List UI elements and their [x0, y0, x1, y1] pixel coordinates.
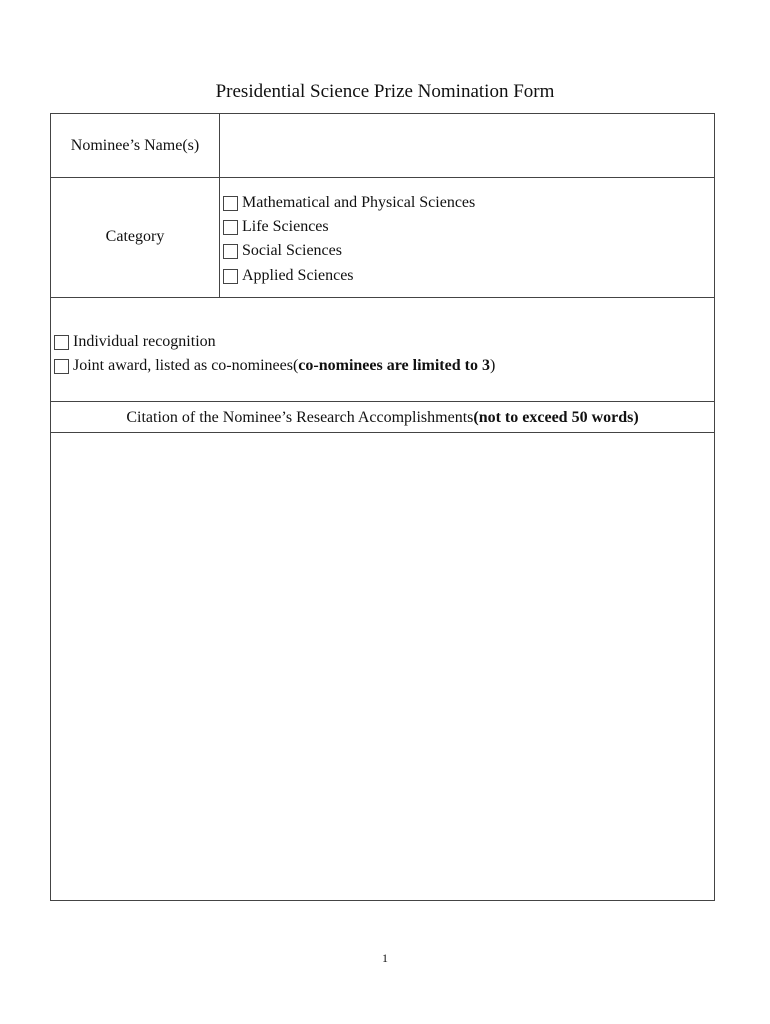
row-divider — [51, 401, 714, 402]
row-divider — [51, 177, 714, 178]
category-option-math-physical[interactable] — [223, 193, 475, 213]
checkbox-icon[interactable] — [54, 335, 69, 350]
checkbox-icon[interactable] — [223, 196, 238, 211]
category-option-social-sciences[interactable] — [223, 241, 342, 261]
citation-text-area[interactable] — [51, 433, 714, 900]
word-limit-note: (not to exceed 50 words) — [473, 409, 639, 426]
citation-header — [51, 408, 714, 428]
checkbox-icon[interactable] — [54, 359, 69, 374]
category-option-life-sciences[interactable] — [223, 217, 329, 237]
checkbox-icon[interactable] — [223, 220, 238, 235]
joint-award-text: Joint award, listed as co-nominees( — [73, 357, 299, 374]
citation-header-text: Citation of the Nominee’s Research Accomplishments — [126, 409, 474, 426]
category-label: Category — [105, 228, 165, 245]
page-number: 1 — [382, 951, 388, 965]
category-option-label: Social Sciences — [242, 242, 342, 259]
category-option-applied-sciences[interactable] — [223, 266, 354, 286]
joint-award-closing: ) — [489, 357, 496, 374]
column-divider — [219, 114, 220, 297]
joint-award-option[interactable] — [54, 356, 495, 376]
nominee-name-label: Nominee’s Name(s) — [70, 137, 200, 154]
category-option-label: Applied Sciences — [242, 267, 354, 284]
checkbox-icon[interactable] — [223, 269, 238, 284]
checkbox-icon[interactable] — [223, 244, 238, 259]
joint-award-label — [73, 356, 495, 376]
nomination-form-table — [50, 113, 715, 901]
category-option-label: Mathematical and Physical Sciences — [242, 194, 476, 211]
nominee-name-field[interactable] — [221, 115, 714, 176]
individual-recognition-label: Individual recognition — [73, 333, 216, 350]
individual-recognition-option[interactable] — [54, 332, 216, 352]
co-nominee-limit-note: co-nominees are limited to 3 — [298, 357, 490, 374]
form-title: Presidential Science Prize Nomination Form — [215, 81, 555, 102]
category-option-label: Life Sciences — [242, 218, 329, 235]
row-divider — [51, 297, 714, 298]
